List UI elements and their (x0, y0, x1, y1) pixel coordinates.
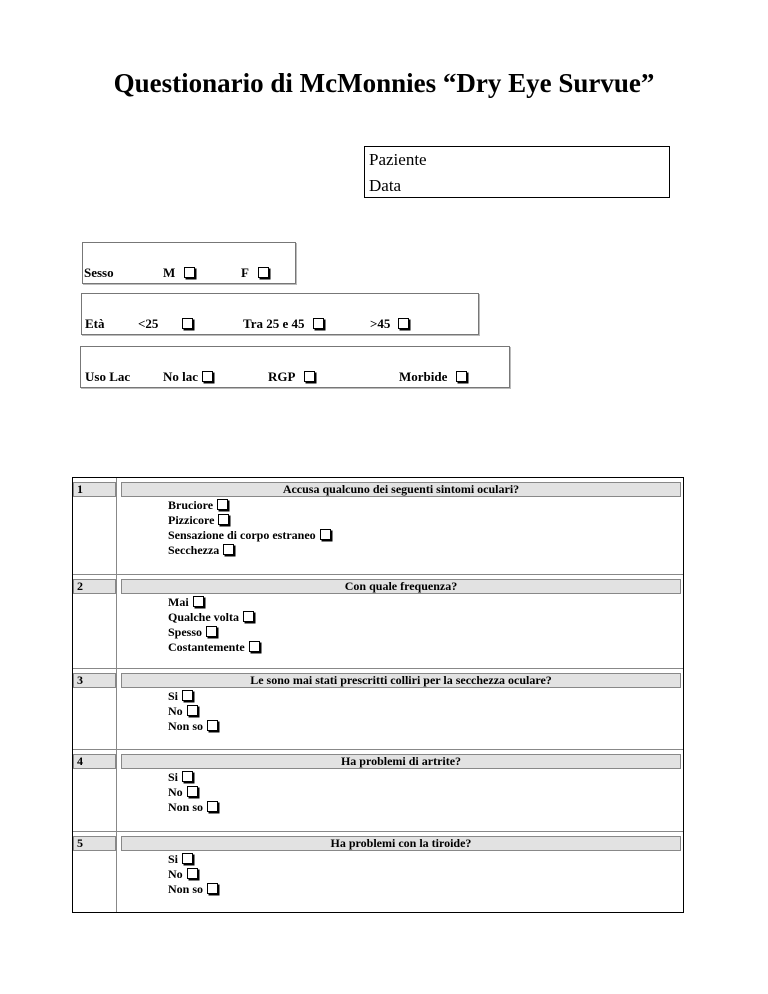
date-label[interactable]: Data (369, 176, 402, 195)
checkbox-icon[interactable] (187, 868, 198, 879)
answer-option[interactable]: No (168, 867, 218, 882)
answer-option[interactable]: Non so (168, 882, 218, 897)
question-row (73, 832, 683, 912)
question-row (73, 575, 683, 669)
question-row (73, 669, 683, 750)
answer-options (168, 689, 218, 734)
answer-option[interactable]: Pizzicore (168, 513, 331, 528)
checkbox-icon[interactable] (182, 771, 193, 782)
checkbox-icon[interactable] (207, 801, 218, 812)
answer-options (168, 852, 218, 897)
age-option-over45[interactable]: >45 (370, 316, 409, 332)
sex-field-box (82, 242, 296, 284)
question-text: Ha problemi di artrite? (121, 754, 681, 769)
checkbox-icon[interactable] (258, 267, 269, 278)
checkbox-icon[interactable] (223, 544, 234, 555)
answer-option[interactable]: Non so (168, 719, 218, 734)
checkbox-icon[interactable] (313, 318, 324, 329)
checkbox-icon[interactable] (182, 853, 193, 864)
page-title: Questionario di McMonnies “Dry Eye Survue” (113, 68, 655, 98)
checkbox-icon[interactable] (398, 318, 409, 329)
checkbox-icon[interactable] (207, 883, 218, 894)
answer-options (168, 595, 260, 655)
checkbox-icon[interactable] (304, 371, 315, 382)
question-text: Con quale frequenza? (121, 579, 681, 594)
answer-option[interactable]: No (168, 704, 218, 719)
checkbox-icon[interactable] (187, 705, 198, 716)
checkbox-icon[interactable] (456, 371, 467, 382)
question-row (73, 478, 683, 575)
lens-use-field-box (80, 346, 510, 388)
question-text: Le sono mai stati prescritti colliri per la secchezza oculare? (121, 673, 681, 688)
lens-option-none[interactable]: No lac (163, 369, 213, 385)
sex-label: Sesso (84, 265, 114, 280)
answer-options (168, 770, 218, 815)
answer-option[interactable]: No (168, 785, 218, 800)
checkbox-icon[interactable] (182, 318, 193, 329)
sex-option-f[interactable]: F (241, 265, 269, 281)
lens-option-soft[interactable]: Morbide (399, 369, 467, 385)
checkbox-icon[interactable] (182, 690, 193, 701)
question-number: 1 (73, 482, 116, 497)
checkbox-icon[interactable] (217, 499, 228, 510)
age-label: Età (85, 316, 105, 331)
answer-option[interactable]: Si (168, 689, 218, 704)
question-number: 2 (73, 579, 116, 594)
checkbox-icon[interactable] (320, 529, 331, 540)
sex-option-m[interactable]: M (163, 265, 195, 281)
question-text: Ha problemi con la tiroide? (121, 836, 681, 851)
checkbox-icon[interactable] (249, 641, 260, 652)
answer-option[interactable]: Secchezza (168, 543, 331, 558)
lens-use-label: Uso Lac (85, 369, 131, 384)
answer-option[interactable]: Bruciore (168, 498, 331, 513)
checkbox-icon[interactable] (218, 514, 229, 525)
checkbox-icon[interactable] (187, 786, 198, 797)
questions-table (72, 477, 684, 913)
question-number: 3 (73, 673, 116, 688)
patient-name-label[interactable]: Paziente (369, 150, 427, 169)
answer-option[interactable]: Qualche volta (168, 610, 260, 625)
answer-option[interactable]: Sensazione di corpo estraneo (168, 528, 331, 543)
answer-option[interactable]: Mai (168, 595, 260, 610)
answer-option[interactable]: Costantemente (168, 640, 260, 655)
checkbox-icon[interactable] (193, 596, 204, 607)
lens-option-rgp[interactable]: RGP (268, 369, 315, 385)
checkbox-icon[interactable] (184, 267, 195, 278)
question-row (73, 750, 683, 832)
checkbox-icon[interactable] (207, 720, 218, 731)
checkbox-icon[interactable] (202, 371, 213, 382)
age-option-under25[interactable]: <25 (138, 316, 193, 332)
question-number: 4 (73, 754, 116, 769)
age-field-box (81, 293, 479, 335)
answer-options (168, 498, 331, 558)
patient-info-box (364, 146, 670, 198)
age-option-25-45[interactable]: Tra 25 e 45 (243, 316, 324, 332)
answer-option[interactable]: Spesso (168, 625, 260, 640)
question-text: Accusa qualcuno dei seguenti sintomi oculari? (121, 482, 681, 497)
answer-option[interactable]: Si (168, 852, 218, 867)
answer-option[interactable]: Non so (168, 800, 218, 815)
checkbox-icon[interactable] (206, 626, 217, 637)
checkbox-icon[interactable] (243, 611, 254, 622)
question-number: 5 (73, 836, 116, 851)
answer-option[interactable]: Si (168, 770, 218, 785)
